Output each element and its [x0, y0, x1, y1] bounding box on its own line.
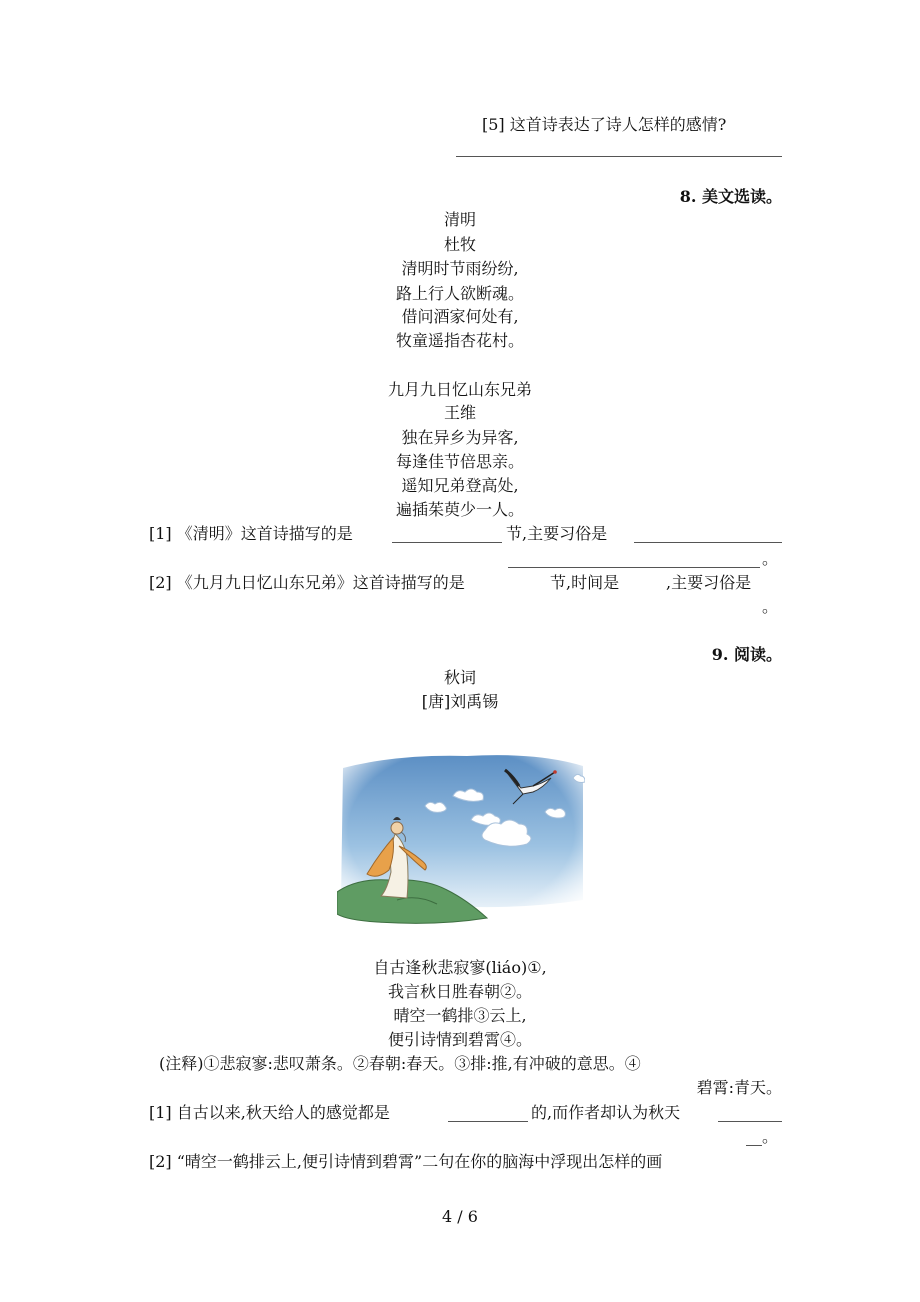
poem-line: 牧童遥指杏花村。 — [395, 331, 524, 350]
poem-title: 秋词 — [443, 668, 476, 687]
question-end: 。 — [762, 1127, 779, 1146]
answer-blank[interactable] — [392, 542, 502, 543]
question-text: ,主要习俗是 — [666, 573, 752, 592]
poem-line: 清明时节雨纷纷, — [401, 259, 519, 278]
question-text: 的,而作者却认为秋天 — [531, 1103, 681, 1122]
poem-line: 我言秋日胜春朝②。 — [387, 982, 532, 1001]
question-text: [1] 自古以来,秋天给人的感觉都是 — [149, 1103, 390, 1122]
poem-line: 路上行人欲断魂。 — [395, 284, 524, 303]
poem-line: 借问酒家何处有, — [401, 307, 519, 326]
answer-blank[interactable] — [746, 1145, 762, 1146]
poem-line: 遍插茱萸少一人。 — [395, 500, 524, 519]
annotation-text: 碧霄:青天。 — [696, 1078, 782, 1097]
question-5-text: [5] 这首诗表达了诗人怎样的感情? — [482, 115, 727, 134]
section-9-heading: 9. 阅读。 — [711, 645, 782, 664]
poem-line: 晴空一鹤排③云上, — [393, 1006, 527, 1025]
question-text: [2] 《九月九日忆山东兄弟》这首诗描写的是 — [149, 573, 465, 592]
poet-crane-illustration — [337, 750, 585, 930]
poem-line: 独在异乡为异客, — [401, 428, 519, 447]
question-end: 。 — [762, 597, 779, 616]
page-number: 4 / 6 — [442, 1207, 478, 1226]
question-text: [2] “晴空一鹤排云上,便引诗情到碧霄”二句在你的脑海中浮现出怎样的画 — [149, 1152, 663, 1171]
answer-blank[interactable] — [508, 567, 760, 568]
poem-line: 遥知兄弟登高处, — [401, 476, 519, 495]
answer-blank[interactable] — [448, 1121, 528, 1122]
poem-line: 便引诗情到碧霄④。 — [387, 1030, 532, 1049]
question-text: 节,时间是 — [550, 573, 620, 592]
answer-line[interactable] — [456, 156, 782, 157]
question-text: 节,主要习俗是 — [506, 524, 608, 543]
answer-blank[interactable] — [718, 1121, 782, 1122]
question-end: 。 — [762, 549, 779, 568]
poem-line: 每逢佳节倍思亲。 — [395, 452, 524, 471]
answer-blank[interactable] — [634, 542, 782, 543]
poem-author: 杜牧 — [443, 235, 476, 254]
poem-title: 清明 — [443, 210, 476, 229]
poem-author: [唐]刘禹锡 — [421, 692, 499, 711]
annotation-text: (注释)①悲寂寥:悲叹萧条。②春朝:春天。③排:推,有冲破的意思。④ — [159, 1054, 641, 1073]
poem-title: 九月九日忆山东兄弟 — [387, 380, 532, 399]
section-8-heading: 8. 美文选读。 — [679, 187, 782, 206]
poem-line: 自古逢秋悲寂寥(liáo)①, — [373, 958, 547, 977]
question-text: [1] 《清明》这首诗描写的是 — [149, 524, 353, 543]
poem-author: 王维 — [443, 403, 476, 422]
